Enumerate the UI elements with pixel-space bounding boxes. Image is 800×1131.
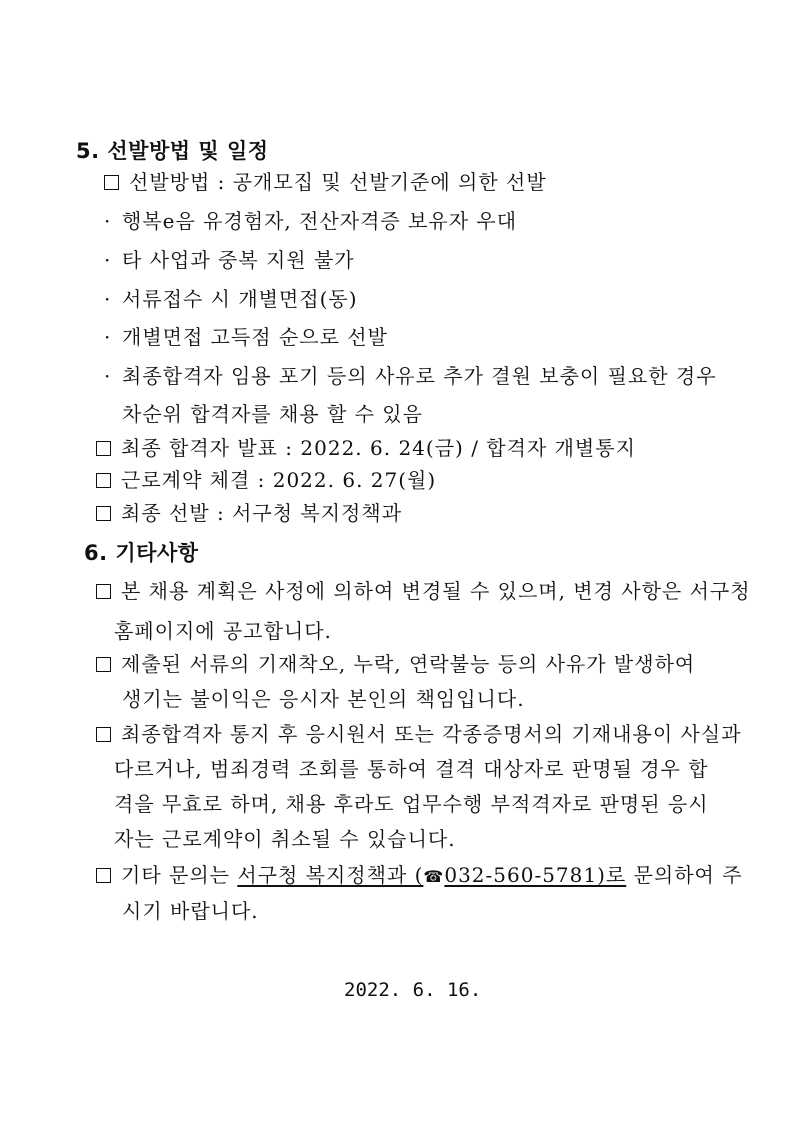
notice-continuation: 격을 무효로 하며, 채용 후라도 업무수행 부적격자로 판명된 응시 <box>114 792 709 816</box>
contract-item <box>96 466 436 494</box>
notice-item <box>96 650 695 678</box>
bullet-dot-icon: · <box>104 248 112 272</box>
final-selection-text: 최종 선발 : 서구청 복지정책과 <box>121 501 403 525</box>
announcement-text: 최종 합격자 발표 : 2022. 6. 24(금) / 합격자 개별통지 <box>121 436 636 460</box>
checkbox-icon <box>104 175 119 190</box>
bullet-item <box>104 246 355 274</box>
checkbox-icon <box>96 868 111 883</box>
checkbox-icon <box>96 657 111 672</box>
bullet-dot-icon: · <box>104 325 112 349</box>
inquiry-contact-dept: 서구청 복지정책과 ( <box>237 863 424 887</box>
document-date: 2022. 6. 16. <box>344 979 482 1001</box>
inquiry-continuation: 시기 바랍니다. <box>122 899 259 923</box>
inquiry-item <box>96 861 743 891</box>
inquiry-contact-number: 032-560-5781)로 <box>444 863 627 887</box>
bullet-text: 서류접수 시 개별면접(동) <box>122 287 358 311</box>
bullet-text: 최종합격자 임용 포기 등의 사유로 추가 결원 보충이 필요한 경우 <box>122 364 717 388</box>
notice-item <box>96 577 751 605</box>
bullet-dot-icon: · <box>104 364 112 388</box>
checkbox-icon <box>96 473 111 488</box>
checkbox-icon <box>96 584 111 599</box>
notice-text: 제출된 서류의 기재착오, 누락, 연락불능 등의 사유가 발생하여 <box>121 652 696 676</box>
bullet-item <box>104 323 388 351</box>
announcement-item <box>96 434 636 462</box>
notice-continuation: 홈페이지에 공고합니다. <box>114 619 332 643</box>
inquiry-prefix: 기타 문의는 <box>121 863 238 887</box>
notice-text: 본 채용 계획은 사정에 의하여 변경될 수 있으며, 변경 사항은 서구청 <box>121 579 751 603</box>
selection-method <box>104 168 547 196</box>
checkbox-icon <box>96 441 111 456</box>
checkbox-icon <box>96 727 111 742</box>
section-5-heading: 5. 선발방법 및 일정 <box>76 139 269 163</box>
notice-text: 최종합격자 통지 후 응시원서 또는 각종증명서의 기재내용이 사실과 <box>121 722 742 746</box>
selection-method-text: 선발방법 : 공개모집 및 선발기준에 의한 선발 <box>129 170 547 194</box>
bullet-continuation: 차순위 합격자를 채용 할 수 있음 <box>122 402 423 426</box>
inquiry-contact <box>237 863 626 887</box>
notice-continuation: 다르거나, 범죄경력 조회를 통하여 결격 대상자로 판명될 경우 합 <box>114 757 709 781</box>
bullet-dot-icon: · <box>104 209 112 233</box>
bullet-item <box>104 362 717 390</box>
telephone-icon: ☎ <box>423 867 445 886</box>
inquiry-suffix: 문의하여 주 <box>626 863 743 887</box>
bullet-item <box>104 285 358 313</box>
final-selection-item <box>96 499 402 527</box>
checkbox-icon <box>96 506 111 521</box>
notice-continuation: 생기는 불이익은 응시자 본인의 책임입니다. <box>122 687 525 711</box>
notice-item <box>96 720 741 748</box>
bullet-dot-icon: · <box>104 287 112 311</box>
bullet-text: 타 사업과 중복 지원 불가 <box>122 248 355 272</box>
section-6-heading: 6. 기타사항 <box>84 541 199 565</box>
bullet-text: 개별면접 고득점 순으로 선발 <box>122 325 388 349</box>
bullet-text: 행복e음 유경험자, 전산자격증 보유자 우대 <box>122 209 518 233</box>
contract-text: 근로계약 체결 : 2022. 6. 27(월) <box>121 468 437 492</box>
notice-continuation: 자는 근로계약이 취소될 수 있습니다. <box>114 827 456 851</box>
bullet-item <box>104 207 517 235</box>
